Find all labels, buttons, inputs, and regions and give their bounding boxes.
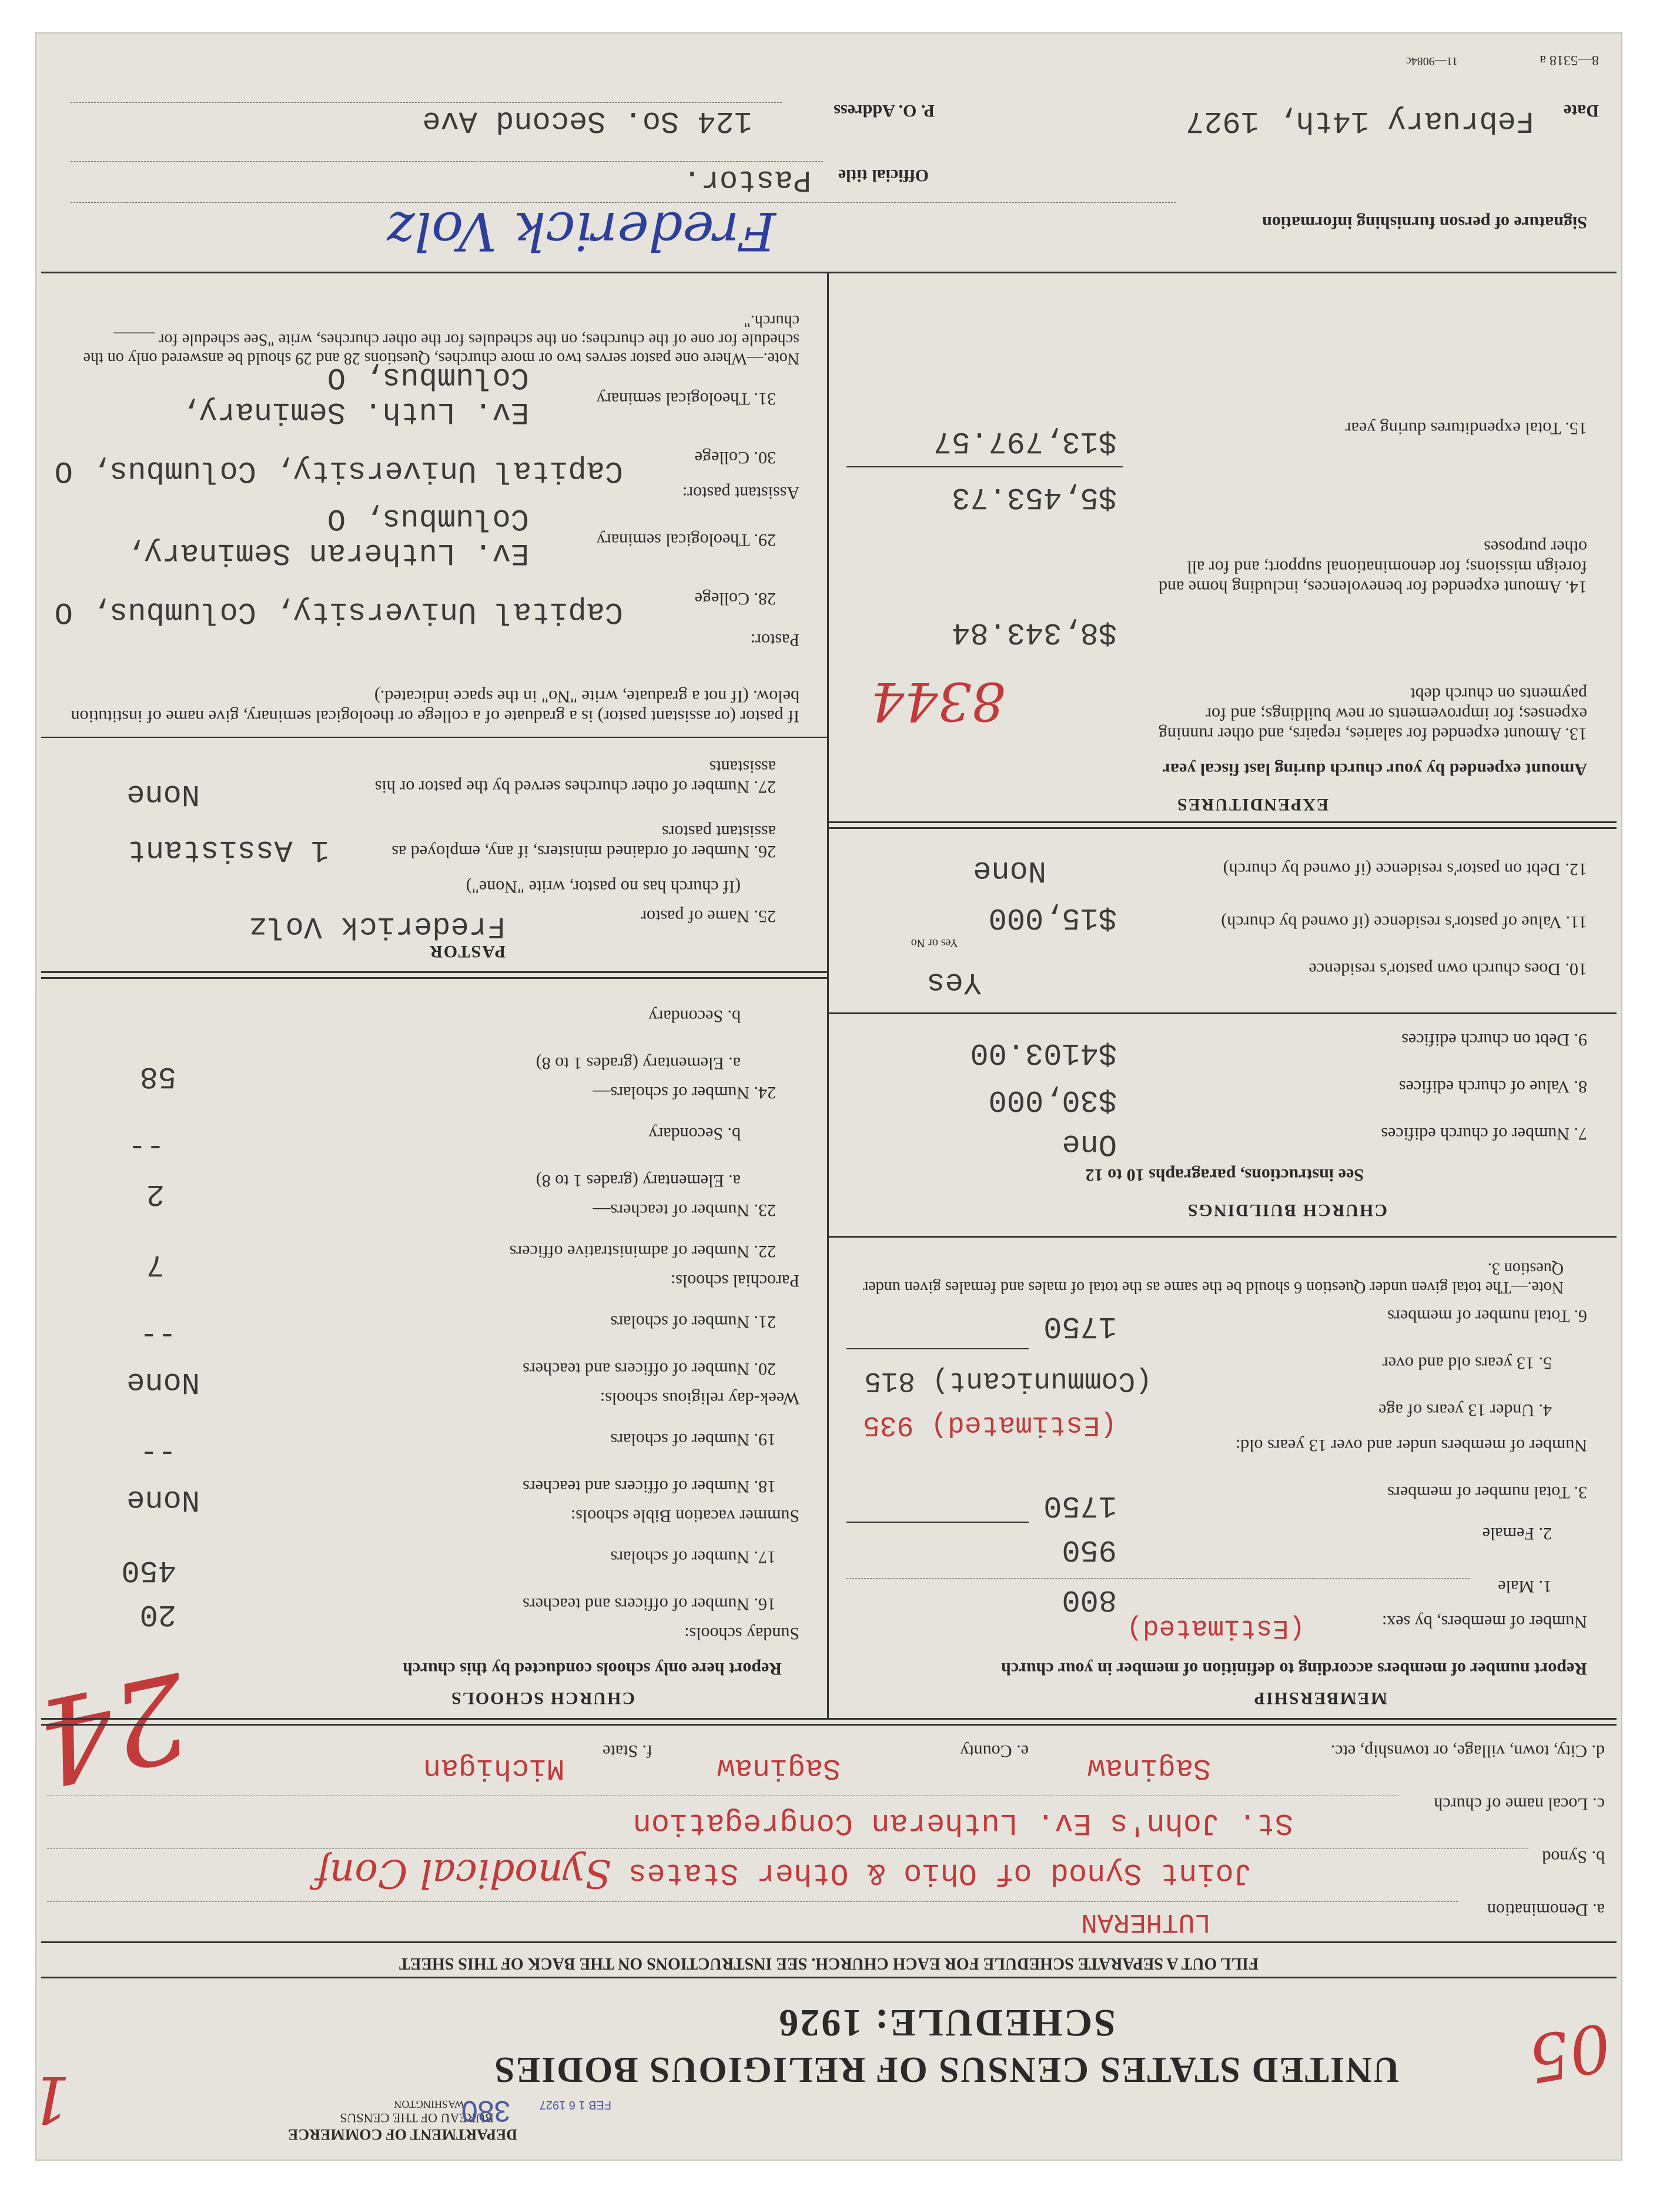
q24-label: 24. Number of scholars—: [593, 1083, 776, 1102]
q21-label: 21. Number of scholars: [610, 1312, 776, 1332]
q15-label: 15. Total expenditures during year: [1345, 419, 1587, 438]
q28-value: Capital University, Columbus, O: [54, 594, 623, 629]
total6-label: 6. Total number of members: [1387, 1306, 1587, 1326]
q28-label: 28. College: [694, 589, 776, 609]
q31-label: 31. Theological seminary: [596, 389, 776, 409]
q23b-label: b. Secondary: [648, 1124, 741, 1144]
denomination-value: LUTHERAN: [1081, 1907, 1211, 1937]
age-label: Number of members under and over 13 years old:: [1235, 1436, 1587, 1455]
q19-label: 19. Number of scholars: [610, 1430, 776, 1449]
total-label: 3. Total number of members: [1387, 1483, 1587, 1502]
q14-value: $5,453.73: [952, 480, 1117, 514]
debt-value: $4103.00: [970, 1035, 1117, 1070]
total-value: 1750: [1043, 1488, 1117, 1523]
synod-value: Joint Synod of Ohio & Other States: [628, 1856, 1252, 1890]
state-label: f. State: [603, 1741, 652, 1761]
county-value: Saginaw: [717, 1751, 841, 1784]
female-label: 2. Female: [1482, 1524, 1552, 1543]
res-value-value: $15,000: [988, 900, 1117, 935]
male-value: 800: [1062, 1582, 1117, 1617]
synod-label: b. Synod: [1542, 1847, 1605, 1867]
edifices-label: 7. Number of church edifices: [1381, 1124, 1587, 1144]
print-code: 11—9084c: [1405, 55, 1458, 68]
synod-annotation: Synodical Conf: [315, 1851, 611, 1896]
q30-label: 30. College: [694, 448, 776, 467]
membership-intro: Report number of members according to definition of member in your church: [1001, 1659, 1587, 1679]
pastor-sub-label: Pastor:: [750, 630, 799, 650]
q26-label: 26. Number of ordained ministers, if any, employed as assistant pastors: [391, 822, 776, 861]
received-stamp-number: 380: [461, 2095, 511, 2128]
res-debt-label: 12. Debt on pastor's residence (if owned by church): [1223, 860, 1587, 879]
address-label: P. O. Address: [834, 101, 935, 121]
under13-label: 4. Under 13 years of age: [1378, 1400, 1552, 1420]
pastor-note: Note.—Where one pastor serves two or more churches, Questions 28 and 29 should be answered only on the schedule for one of the churches; on the schedules for the other churches, write "See schedule for _____ church.": [83, 312, 799, 367]
q13-value: $8,343.84: [952, 615, 1117, 650]
q22-label: 22. Number of administrative officers: [509, 1242, 776, 1261]
q14-label: 14. Amount expended for benevolences, including home and foreign missions; for denominational support; and for all other purposes: [1159, 537, 1587, 597]
date-value: February 14th, 1927: [1186, 103, 1534, 138]
denomination-label: a. Denomination: [1487, 1900, 1605, 1920]
bureau-name: BUREAU OF THE CENSUS: [340, 2111, 494, 2125]
q18-value: None: [126, 1482, 200, 1517]
q15-value: $13,797.57: [933, 424, 1117, 459]
q24a-label: a. Elementary (grades 1 to 8): [536, 1054, 741, 1073]
schools-heading: CHURCH SCHOOLS: [450, 1689, 635, 1708]
weekday-label: Week-day religious schools:: [600, 1389, 799, 1408]
bureau-city: WASHINGTON: [394, 2098, 464, 2110]
red-code: 24: [26, 1645, 201, 1810]
residence-value: Yes: [926, 965, 982, 999]
city-label: d. City, town, village, or township, etc.: [1330, 1741, 1605, 1761]
form-title: UNITED STATES CENSUS OF RELIGIOUS BODIES: [493, 2050, 1400, 2090]
q20-label: 20. Number of officers and teachers: [523, 1359, 776, 1379]
vacation-label: Summer vacation Bible schools:: [570, 1506, 799, 1526]
state-value: Michigan: [423, 1751, 564, 1784]
q26-value: 1 Assistant: [127, 833, 329, 867]
debt-label: 9. Debt on church edifices: [1401, 1030, 1587, 1049]
q17-label: 17. Number of scholars: [610, 1547, 776, 1567]
male-label: 1. Male: [1498, 1577, 1552, 1596]
q17-value: 450: [121, 1553, 176, 1587]
membership-heading: MEMBERSHIP: [1253, 1689, 1387, 1708]
red-mark-1: 1: [29, 2062, 71, 2137]
local-name-label: c. Local name of church: [1434, 1794, 1605, 1814]
q24b-label: b. Secondary: [648, 1007, 741, 1026]
q27-label: 27. Number of other churches served by the pastor or his assistants: [374, 757, 776, 797]
department-name: DEPARTMENT OF COMMERCE: [287, 2126, 517, 2143]
local-name-value: St. John's Ev. Lutheran Congregation: [632, 1806, 1293, 1840]
signature-label: Signature of person furnishing information: [1262, 213, 1587, 232]
female-value: 950: [1062, 1532, 1117, 1567]
expenditures-heading: EXPENDITURES: [1176, 795, 1328, 814]
parochial-label: Parochial schools:: [670, 1271, 799, 1291]
value-value: $30,000: [988, 1082, 1117, 1117]
membership-note: Note.—The total given under Question 6 should be the same as the total of males and females given under Question 3.: [862, 1259, 1564, 1296]
address-value: 124 So. Second Ave: [422, 103, 752, 138]
form-number: 8—5318 a: [1540, 52, 1599, 68]
buildings-heading: CHURCH BUILDINGS: [1186, 1201, 1387, 1220]
over13-label: 5. 13 years old and over: [1382, 1353, 1552, 1373]
buildings-instructions: See instructions, paragraphs 10 to 12: [1085, 1165, 1364, 1185]
q29-value: Ev. Lutheran Seminary, Columbus, O: [125, 501, 529, 570]
over13-value: (Communicant) 815: [864, 1365, 1152, 1396]
value-label: 8. Value of church edifices: [1398, 1077, 1587, 1096]
assistant-label: Assistant pastor:: [682, 483, 799, 503]
pastor-heading: PASTOR: [429, 942, 506, 961]
received-stamp-date: FEB 1 6 1927: [539, 2098, 611, 2111]
estimated-note: (Estimated): [1126, 1613, 1305, 1643]
q21-value: --: [139, 1318, 176, 1352]
pastor-name-value: Frederick Volz: [249, 909, 506, 944]
q16-label: 16. Number of officers and teachers: [523, 1594, 776, 1614]
q13-annotation: 8344: [870, 670, 1005, 732]
q25-label: 25. Name of pastor: [641, 907, 776, 926]
q25-sub: (If church has no pastor, write "None"): [466, 877, 741, 897]
expenditures-intro: Amount expended by your church during last fiscal year: [1162, 760, 1587, 779]
q23a-label: a. Elementary (grades 1 to 8): [536, 1171, 741, 1191]
q27-value: None: [126, 777, 200, 811]
residence-label: 10. Does church own pastor's residence: [1308, 960, 1587, 979]
q23a-value: 2: [146, 1176, 165, 1211]
q29-label: 29. Theological seminary: [596, 530, 776, 550]
edifices-value: One: [1062, 1126, 1117, 1161]
total6-value: 1750: [1043, 1309, 1117, 1343]
date-label: Date: [1564, 101, 1599, 121]
q23-label: 23. Number of teachers—: [593, 1201, 776, 1220]
q24a-value: 58: [139, 1059, 176, 1094]
red-mark-05: 05: [1522, 2008, 1617, 2097]
fill-instruction: FILL OUT A SEPARATE SCHEDULE FOR EACH CHURCH. SEE INSTRUCTIONS ON THE BACK OF THIS SHEET: [399, 1954, 1259, 1973]
q18-label: 18. Number of officers and teachers: [523, 1477, 776, 1496]
city-value: Saginaw: [1087, 1751, 1211, 1784]
q13-label: 13. Amount expended for salaries, repairs, and other running expenses; for improvements or new buildings; and for payments on church debt: [1159, 684, 1587, 744]
schools-intro: Report here only schools conducted by this church: [403, 1659, 782, 1679]
county-label: e. County: [960, 1741, 1029, 1761]
q20-value: None: [126, 1365, 200, 1399]
q19-value: --: [139, 1435, 176, 1470]
residence-sub: Yes or No: [911, 937, 958, 950]
official-title-label: Official title: [838, 166, 929, 185]
graduate-note: If pastor (or assistant pastor) is a graduate of a college or theological seminary, give name of institution below. (If not a graduate, write "No" in the space indicated.): [71, 687, 799, 726]
res-debt-value: None: [973, 853, 1046, 888]
census-schedule-sheet: [26, 32, 1622, 2161]
signature-value: Frederick Volz: [386, 200, 776, 262]
q30-value: Capital University, Columbus, O: [54, 453, 623, 488]
q22-value: 7: [146, 1247, 165, 1282]
official-title-value: Pastor.: [682, 162, 811, 197]
by-sex-label: Number of members, by sex:: [1381, 1612, 1587, 1632]
under13-value: (Estimated) 935: [862, 1409, 1117, 1440]
sunday-label: Sunday schools:: [684, 1624, 799, 1643]
q31-value: Ev. Luth. Seminary, Columbus, O: [180, 360, 529, 429]
res-value-label: 11. Value of pastor's residence (if owned by church): [1221, 912, 1587, 932]
schedule-year: SCHEDULE: 1926: [777, 2001, 1116, 2044]
q23b-value: --: [128, 1129, 165, 1164]
q16-value: 20: [139, 1597, 176, 1632]
